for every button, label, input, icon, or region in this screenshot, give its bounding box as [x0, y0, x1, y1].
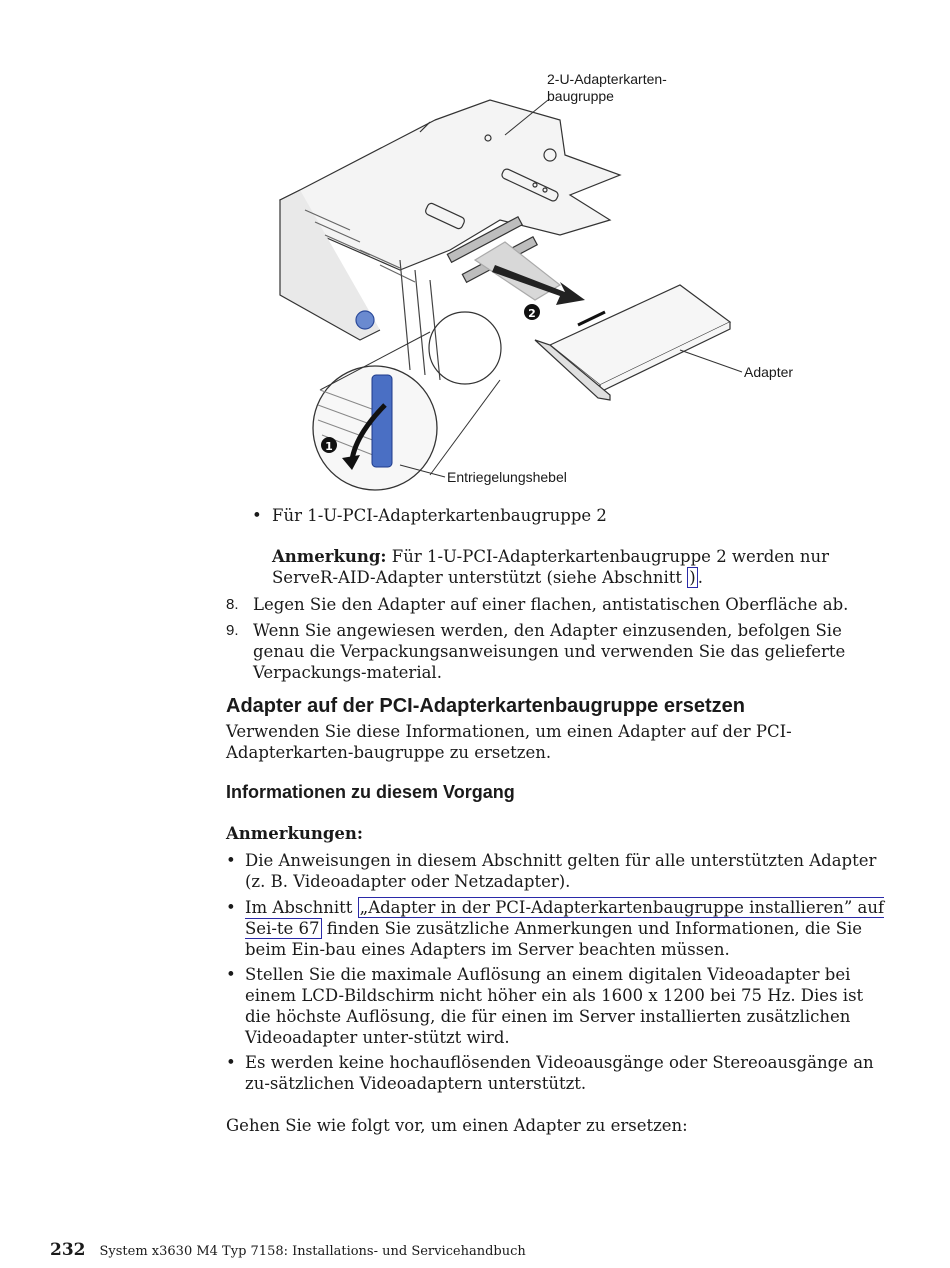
bullet-dot: •: [252, 506, 262, 525]
callout-riser-assembly: 2-U-Adapterkarten- baugruppe: [547, 71, 667, 104]
note-text: Für 1-U-PCI-Adapterkartenbaugruppe 2 werden nur ServeR-AID-Adapter unterstützt (siehe Abschnitt: [272, 547, 830, 587]
list-item-text: Die Anweisungen in diesem Abschnitt gelten für alle unterstützten Adapter (z. B. Videoadapter oder Netzadapter).: [245, 851, 877, 891]
notes-heading: Anmerkungen:: [226, 824, 363, 843]
procedure-intro: Gehen Sie wie folgt vor, um einen Adapter zu ersetzen:: [226, 1116, 688, 1135]
list-item-text: [245, 897, 885, 960]
note-section-link[interactable]: ): [689, 568, 696, 587]
list-item-text: Es werden keine hochauflösenden Videoausgänge oder Stereoausgänge an zu-sätzlichen Videoadaptern unterstützt.: [245, 1053, 874, 1093]
svg-text:1: 1: [325, 440, 333, 453]
step-number: 9.: [226, 622, 239, 639]
page-number: 232: [50, 1240, 86, 1260]
svg-text:2: 2: [528, 307, 536, 320]
step-9: [226, 620, 876, 683]
note-label: Anmerkung:: [272, 547, 387, 566]
bullet-dot: •: [226, 898, 236, 917]
step-number: 8.: [226, 596, 239, 613]
adapter-removal-illustration: [260, 60, 820, 500]
document-title: System x3630 M4 Typ 7158: Installations- und Servicehandbuch: [99, 1244, 526, 1259]
step-marker-1: [321, 437, 337, 453]
section-intro: Verwenden Sie diese Informationen, um einen Adapter auf der PCI-Adapterkarten-baugruppe zu ersetzen.: [226, 722, 792, 762]
bullet-dot: •: [226, 851, 236, 870]
riser-assembly-drawing: [260, 60, 820, 500]
bullet-text: Für 1-U-PCI-Adapterkartenbaugruppe 2: [272, 506, 607, 525]
note-text-end: .: [697, 568, 703, 587]
subsection-title: Informationen zu diesem Vorgang: [226, 782, 515, 802]
bullet-dot: •: [226, 965, 236, 984]
step-text: Wenn Sie angewiesen werden, den Adapter einzusenden, befolgen Sie genau die Verpackungsanweisungen und verwenden Sie das gelieferte Verpackungs-material.: [253, 621, 846, 682]
callout-release-lever: Entriegelungshebel: [447, 469, 567, 485]
section-title: Adapter auf der PCI-Adapterkartenbaugruppe ersetzen: [226, 695, 745, 717]
list-item-text-after: finden Sie zusätzliche Anmerkungen und Informationen, die Sie beim Ein-bau eines Adapters im Server beachten müssen.: [245, 919, 863, 959]
list-item-text-before: Im Abschnitt: [245, 898, 358, 917]
page-footer: [50, 1240, 526, 1260]
release-lever: [372, 375, 392, 467]
bullet-dot: •: [226, 1053, 236, 1072]
step-marker-2: [524, 304, 540, 320]
step-text: Legen Sie den Adapter auf einer flachen, antistatischen Oberfläche ab.: [253, 595, 849, 614]
list-item-text: Stellen Sie die maximale Auflösung an einem digitalen Videoadapter bei einem LCD-Bildschirm nicht höher ein als 1600 x 1200 bei 75 Hz. Dies ist die höchste Auflösung, die für einen im Server installierten zusätzlichen Videoadapter unter-stützt wird.: [245, 965, 864, 1047]
note-serveraid: [272, 546, 872, 588]
callout-adapter: Adapter: [744, 364, 794, 380]
step-8: [226, 594, 876, 615]
install-section-link[interactable]: „Adapter in der PCI-Adapterkartenbaugruppe installieren” auf Sei-te 67: [245, 898, 885, 938]
